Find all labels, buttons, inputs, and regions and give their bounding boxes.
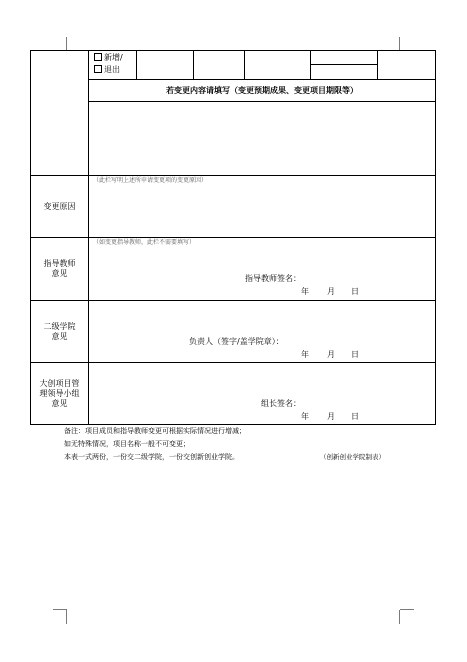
change-content-header: 若变更内容请填写（变更预期成果、变更项目期限等） xyxy=(89,80,436,102)
footer-note-1: 备注：项目成员和指导教师变更可根据实际情况进行增减； xyxy=(64,427,246,435)
advisor-date-year: 年 xyxy=(301,287,309,296)
blank-cell[interactable] xyxy=(137,51,194,80)
advisor-field[interactable] xyxy=(89,238,436,301)
advisor-signature-label: 指导教师签名： xyxy=(245,274,301,283)
footer-note-2: 如无特殊情况，项目名称一般不可变更； xyxy=(64,440,190,448)
blank-cell[interactable] xyxy=(311,65,378,80)
advisor-note: （如变更指导教师，此栏不需要填写） xyxy=(93,239,196,246)
top-left-cell xyxy=(31,51,89,176)
advisor-label xyxy=(31,238,89,301)
group-label-line3: 意见 xyxy=(51,398,68,408)
college-date-month: 月 xyxy=(327,350,335,359)
college-label-line2: 意见 xyxy=(51,331,68,341)
group-label xyxy=(31,363,89,425)
crop-mark xyxy=(399,610,400,624)
advisor-date-month: 月 xyxy=(327,287,335,296)
college-signature-label: 负责人（签字/盖学院章）： xyxy=(189,337,284,346)
crop-mark xyxy=(400,609,414,610)
blank-cell[interactable] xyxy=(194,51,245,80)
crop-mark xyxy=(66,37,67,51)
group-date-year: 年 xyxy=(301,412,309,421)
advisor-label-line1: 指导教师 xyxy=(43,259,76,268)
college-date-year: 年 xyxy=(301,350,309,359)
group-date-day: 日 xyxy=(351,412,359,421)
group-label-line1: 大创项目管 xyxy=(39,378,80,388)
footer-source: （创新创业学院制表） xyxy=(320,453,385,461)
crop-mark xyxy=(53,609,67,610)
reason-note: （此栏写明上述所申请变更项的变更原因） xyxy=(93,177,208,184)
college-label xyxy=(31,301,89,363)
advisor-date-day: 日 xyxy=(351,287,359,296)
footer-note-3: 本表一式两份，一份交二级学院，一份交创新创业学院。 xyxy=(64,453,239,461)
checkbox-icon[interactable] xyxy=(94,65,102,73)
group-field[interactable] xyxy=(89,363,436,425)
blank-cell[interactable] xyxy=(378,51,436,80)
blank-cell[interactable] xyxy=(245,51,311,80)
blank-cell[interactable] xyxy=(311,51,378,65)
advisor-label-line2: 意见 xyxy=(51,269,68,278)
option-add-label: 新增/ xyxy=(104,53,123,62)
option-quit-label: 退出 xyxy=(104,65,120,74)
change-application-form xyxy=(30,50,436,425)
crop-mark xyxy=(66,610,67,624)
college-label-line1: 二级学院 xyxy=(43,321,76,331)
group-date-month: 月 xyxy=(327,412,335,421)
option-add[interactable] xyxy=(89,51,136,63)
group-signature-label: 组长签名： xyxy=(261,399,301,408)
reason-label: 变更原因 xyxy=(31,176,89,238)
college-field[interactable] xyxy=(89,301,436,363)
change-content-field[interactable] xyxy=(89,102,436,176)
option-quit[interactable] xyxy=(89,63,136,75)
college-date-day: 日 xyxy=(351,350,359,359)
change-type-cell xyxy=(89,51,137,80)
checkbox-icon[interactable] xyxy=(94,53,102,61)
crop-mark xyxy=(399,37,400,51)
group-label-line2: 理领导小组 xyxy=(39,388,80,398)
reason-field[interactable] xyxy=(89,176,436,238)
